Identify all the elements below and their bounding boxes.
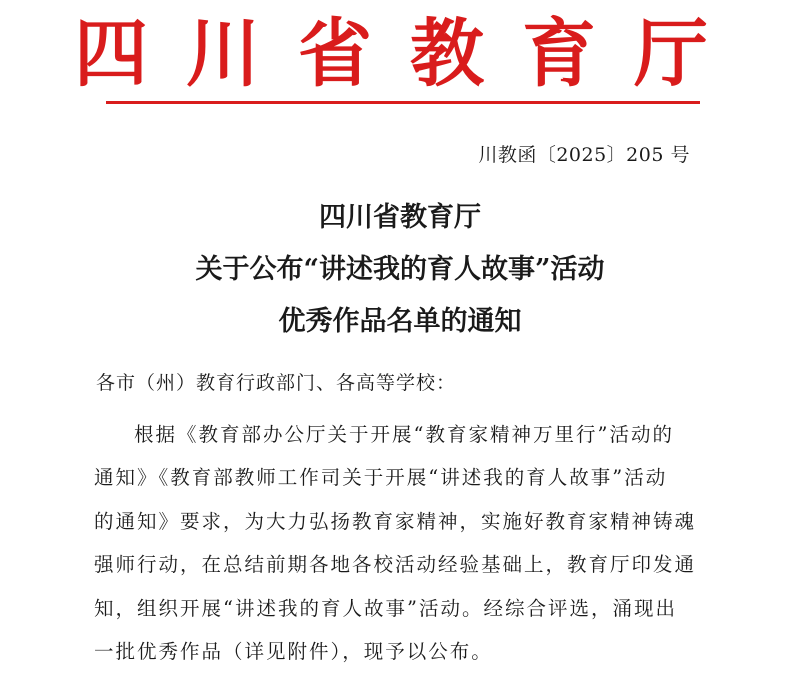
body-paragraph xyxy=(94,413,700,673)
masthead-title: 四川省教育厅 xyxy=(74,11,746,97)
body-line: 通知》《教育部教师工作司关于开展“讲述我的育人故事”活动 xyxy=(94,466,668,490)
masthead-red-rule xyxy=(106,101,700,104)
salutation: 各市（州）教育行政部门、各高等学校： xyxy=(96,372,457,394)
title-line: 四川省教育厅 xyxy=(319,202,481,233)
document-title xyxy=(0,192,800,348)
body-line: 根据《教育部办公厅关于开展“教育家精神万里行”活动的 xyxy=(134,423,674,446)
body-line: 的通知》要求，为大力弘扬教育家精神，实施好教育家精神铸魂 xyxy=(94,509,697,533)
body-line: 一批优秀作品（详见附件），现予以公布。 xyxy=(94,640,493,664)
body-line: 知，组织开展“讲述我的育人故事”活动。经综合评选，涌现出 xyxy=(94,596,677,620)
title-line: 优秀作品名单的通知 xyxy=(278,306,522,337)
title-line: 关于公布“讲述我的育人故事”活动 xyxy=(195,254,605,285)
body-line: 强师行动，在总结前期各地各校活动经验基础上，教育厅印发通 xyxy=(94,553,697,577)
document-number: 川教函〔2025〕205 号 xyxy=(478,144,690,166)
